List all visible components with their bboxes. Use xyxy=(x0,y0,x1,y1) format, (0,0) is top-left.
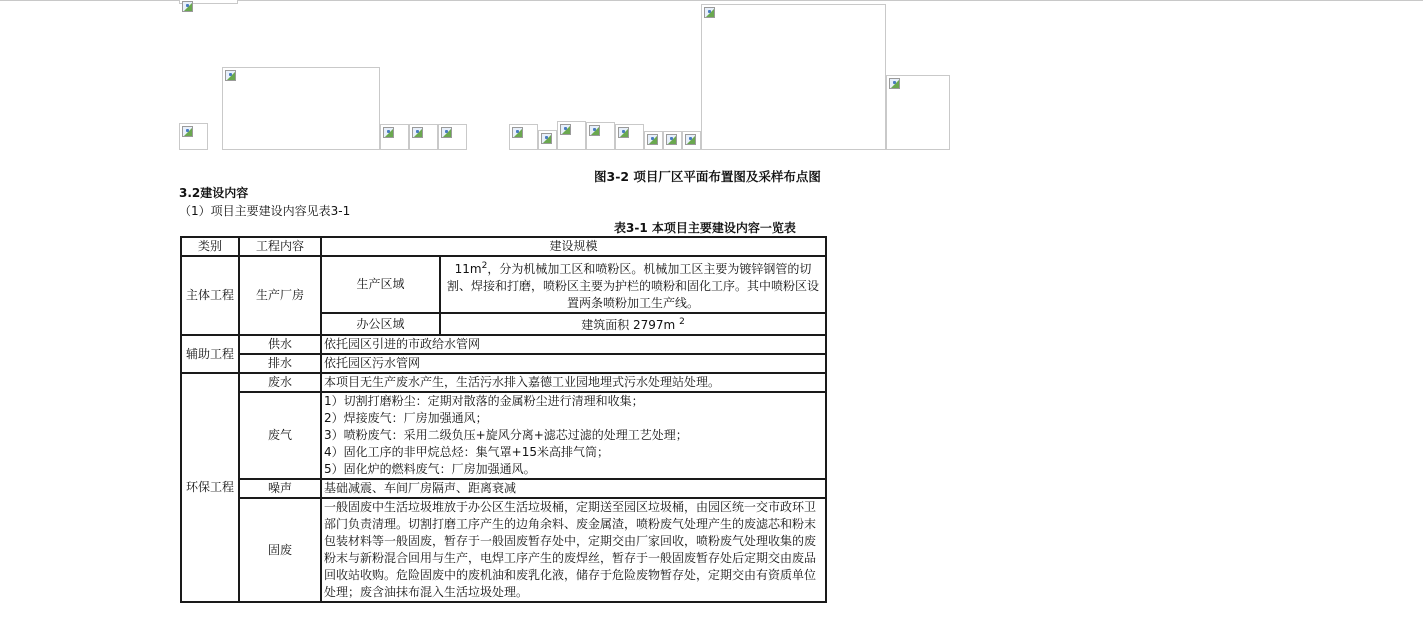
solid-waste-value: 一般固废中生活垃圾堆放于办公区生活垃圾桶，定期送至园区垃圾桶，由园区统一交市政环卫部门负责清理。切割打磨工序产生的边角余料、废金属渣，喷粉废气处理产生的废滤芯和粉末包装材料等一般固废，暂存于一般固废暂存处中，定期交由厂家回收，喷粉废气处理收集的废粉末与新粉混合回用与生产，电焊工序产生的废焊丝，暂存于一般固废暂存处后定期交由废品回收站收购。危险固废中的废机油和废乳化液，储存于危险废物暂存处，定期交由有资质单位处理；废含油抹布混入生活垃圾处理。 xyxy=(321,498,826,602)
broken-image-icon xyxy=(380,124,409,150)
category-main: 主体工程 xyxy=(181,256,239,335)
table-row xyxy=(181,479,826,498)
header-category: 类别 xyxy=(181,237,239,256)
table-caption: 表3-1 本项目主要建设内容一览表 xyxy=(614,221,796,235)
table-row xyxy=(181,256,826,313)
list-item: 1）切割打磨粉尘：定期对散落的金属粉尘进行清理和收集； xyxy=(324,394,644,408)
office-area-label: 办公区域 xyxy=(321,313,440,335)
list-item: 2）焊接废气：厂房加强通风； xyxy=(324,411,488,425)
broken-image-icon xyxy=(557,121,586,150)
table-row xyxy=(181,392,826,479)
broken-image-icon xyxy=(509,124,538,150)
list-item: 5）固化炉的燃料废气：厂房加强通风。 xyxy=(324,462,536,476)
wastewater-label: 废水 xyxy=(239,373,321,392)
wastewater-value: 本项目无生产废水产生，生活污水排入嘉德工业园地埋式污水处理站处理。 xyxy=(321,373,826,392)
header-content: 工程内容 xyxy=(239,237,321,256)
broken-image-icon xyxy=(538,130,557,150)
table-row xyxy=(181,498,826,602)
category-auxiliary: 辅助工程 xyxy=(181,335,239,373)
table-header-row xyxy=(181,237,826,256)
figure-caption: 图3-2 项目厂区平面布置图及采样布点图 xyxy=(594,169,821,184)
construction-content-table xyxy=(180,236,827,603)
header-scale: 建设规模 xyxy=(321,237,826,256)
broken-image-icon xyxy=(701,4,886,150)
broken-image-icon xyxy=(644,131,663,150)
broken-image-icon xyxy=(663,131,682,150)
drainage-label: 排水 xyxy=(239,354,321,373)
drainage-value: 依托园区污水管网 xyxy=(321,354,826,373)
broken-image-icon xyxy=(179,123,208,150)
section-heading: 3.2建设内容 xyxy=(179,186,249,200)
production-area-value: $11m^2$，分为机械加工区和喷粉区。机械加工区主要为镀锌钢管的切割、焊接和打磨，喷粉区主要为护栏的喷粉和固化工序。其中喷粉区设置两条喷粉加工生产线。 xyxy=(440,256,826,313)
office-area-value: 建筑面积 2797m $^2$ xyxy=(440,313,826,335)
noise-label: 噪声 xyxy=(239,479,321,498)
water-supply-label: 供水 xyxy=(239,335,321,354)
category-environmental: 环保工程 xyxy=(181,373,239,602)
table-row xyxy=(181,335,826,354)
solid-waste-label: 固废 xyxy=(239,498,321,602)
broken-image-icon xyxy=(179,0,238,4)
list-item: 3）喷粉废气：采用二级负压+旋风分离+滤芯过滤的处理工艺处理； xyxy=(324,428,688,442)
broken-image-icon xyxy=(615,124,644,150)
broken-image-icon xyxy=(438,124,467,150)
noise-value: 基础减震、车间厂房隔声、距离衰减 xyxy=(321,479,826,498)
production-area-label: 生产区域 xyxy=(321,256,440,313)
water-supply-value: 依托园区引进的市政给水管网 xyxy=(321,335,826,354)
broken-image-icon xyxy=(222,67,380,150)
intro-text: （1）项目主要建设内容见表3-1 xyxy=(179,204,351,218)
content-production-building: 生产厂房 xyxy=(239,256,321,335)
table-row xyxy=(181,354,826,373)
broken-image-icon xyxy=(682,131,701,150)
broken-image-icon xyxy=(409,124,438,150)
broken-image-icon xyxy=(886,75,950,150)
list-item: 4）固化工序的非甲烷总烃：集气罩+15米高排气筒； xyxy=(324,445,609,459)
broken-image-icon xyxy=(586,122,615,150)
waste-gas-label: 废气 xyxy=(239,392,321,479)
waste-gas-value xyxy=(321,392,826,479)
table-row xyxy=(181,373,826,392)
